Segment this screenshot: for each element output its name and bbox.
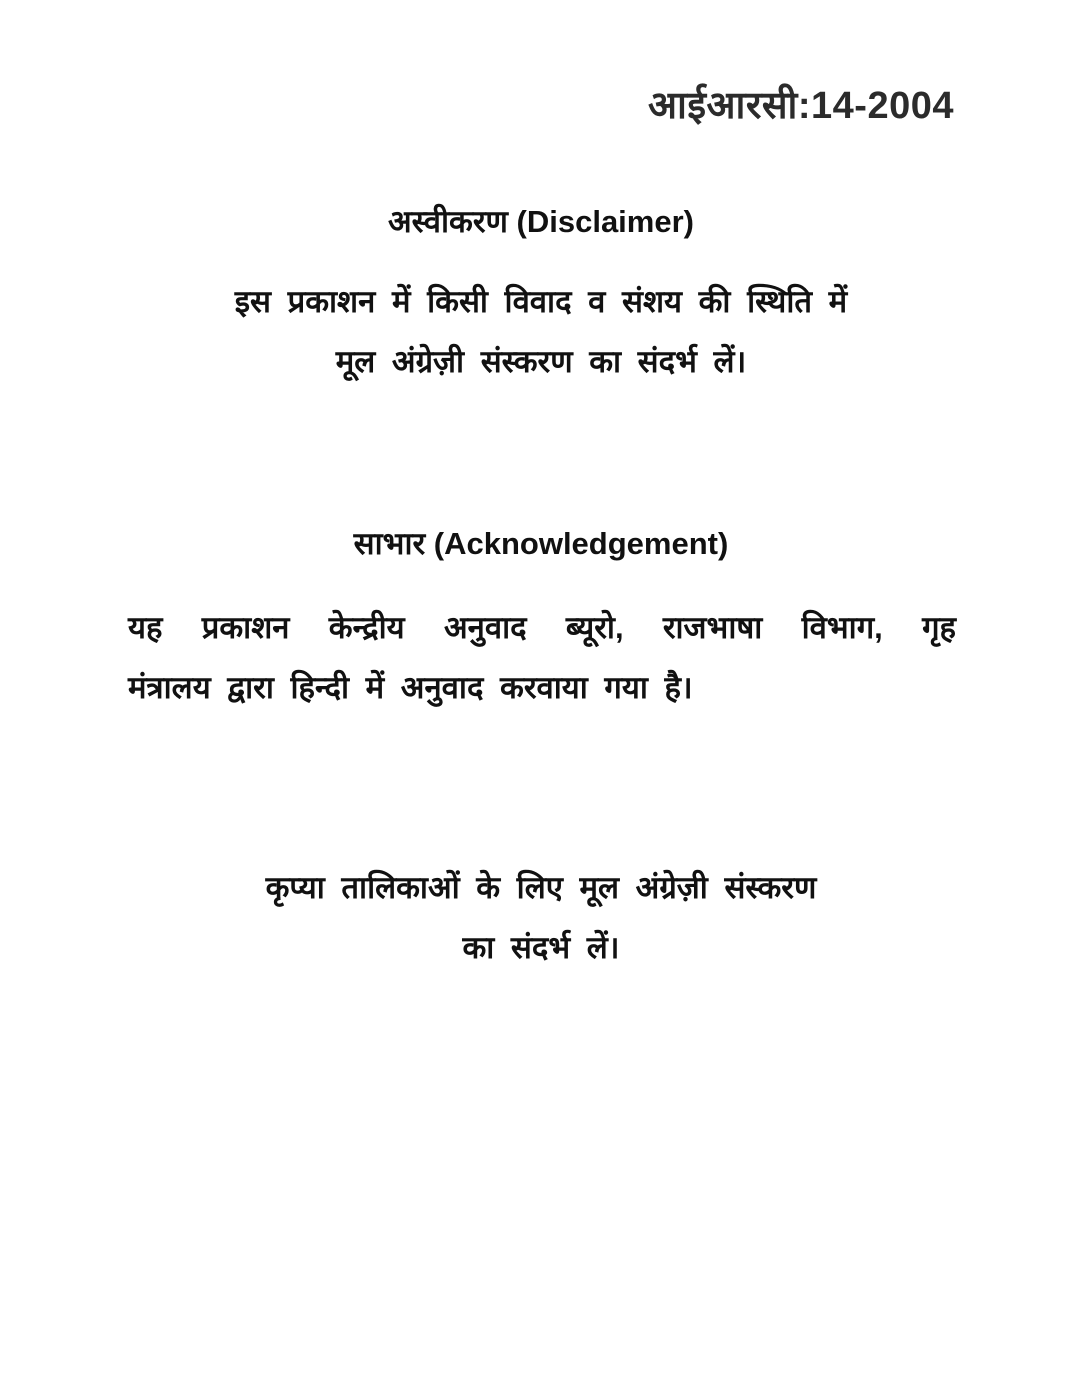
tables-note xyxy=(0,858,1082,978)
document-code: आईआरसी:14-2004 xyxy=(647,85,954,127)
tables-note-line-2: का संदर्भ लें। xyxy=(462,930,620,965)
disclaimer-heading: अस्वीकरण (Disclaimer) xyxy=(388,204,694,239)
acknowledgement-text xyxy=(128,598,956,718)
disclaimer-text xyxy=(0,272,1082,392)
acknowledgement-line-1: यह प्रकाशन केन्द्रीय अनुवाद ब्यूरो, राजभाषा विभाग, गृह xyxy=(128,610,956,645)
acknowledgement-heading: साभार (Acknowledgement) xyxy=(353,526,729,561)
acknowledgement-line-2: मंत्रालय द्वारा हिन्दी में अनुवाद करवाया गया है। xyxy=(128,670,693,705)
disclaimer-line-2: मूल अंग्रेज़ी संस्करण का संदर्भ लें। xyxy=(335,344,747,379)
tables-note-line-1: कृप्या तालिकाओं के लिए मूल अंग्रेज़ी संस्करण xyxy=(265,870,817,905)
disclaimer-line-1: इस प्रकाशन में किसी विवाद व संशय की स्थिति में xyxy=(234,284,848,319)
